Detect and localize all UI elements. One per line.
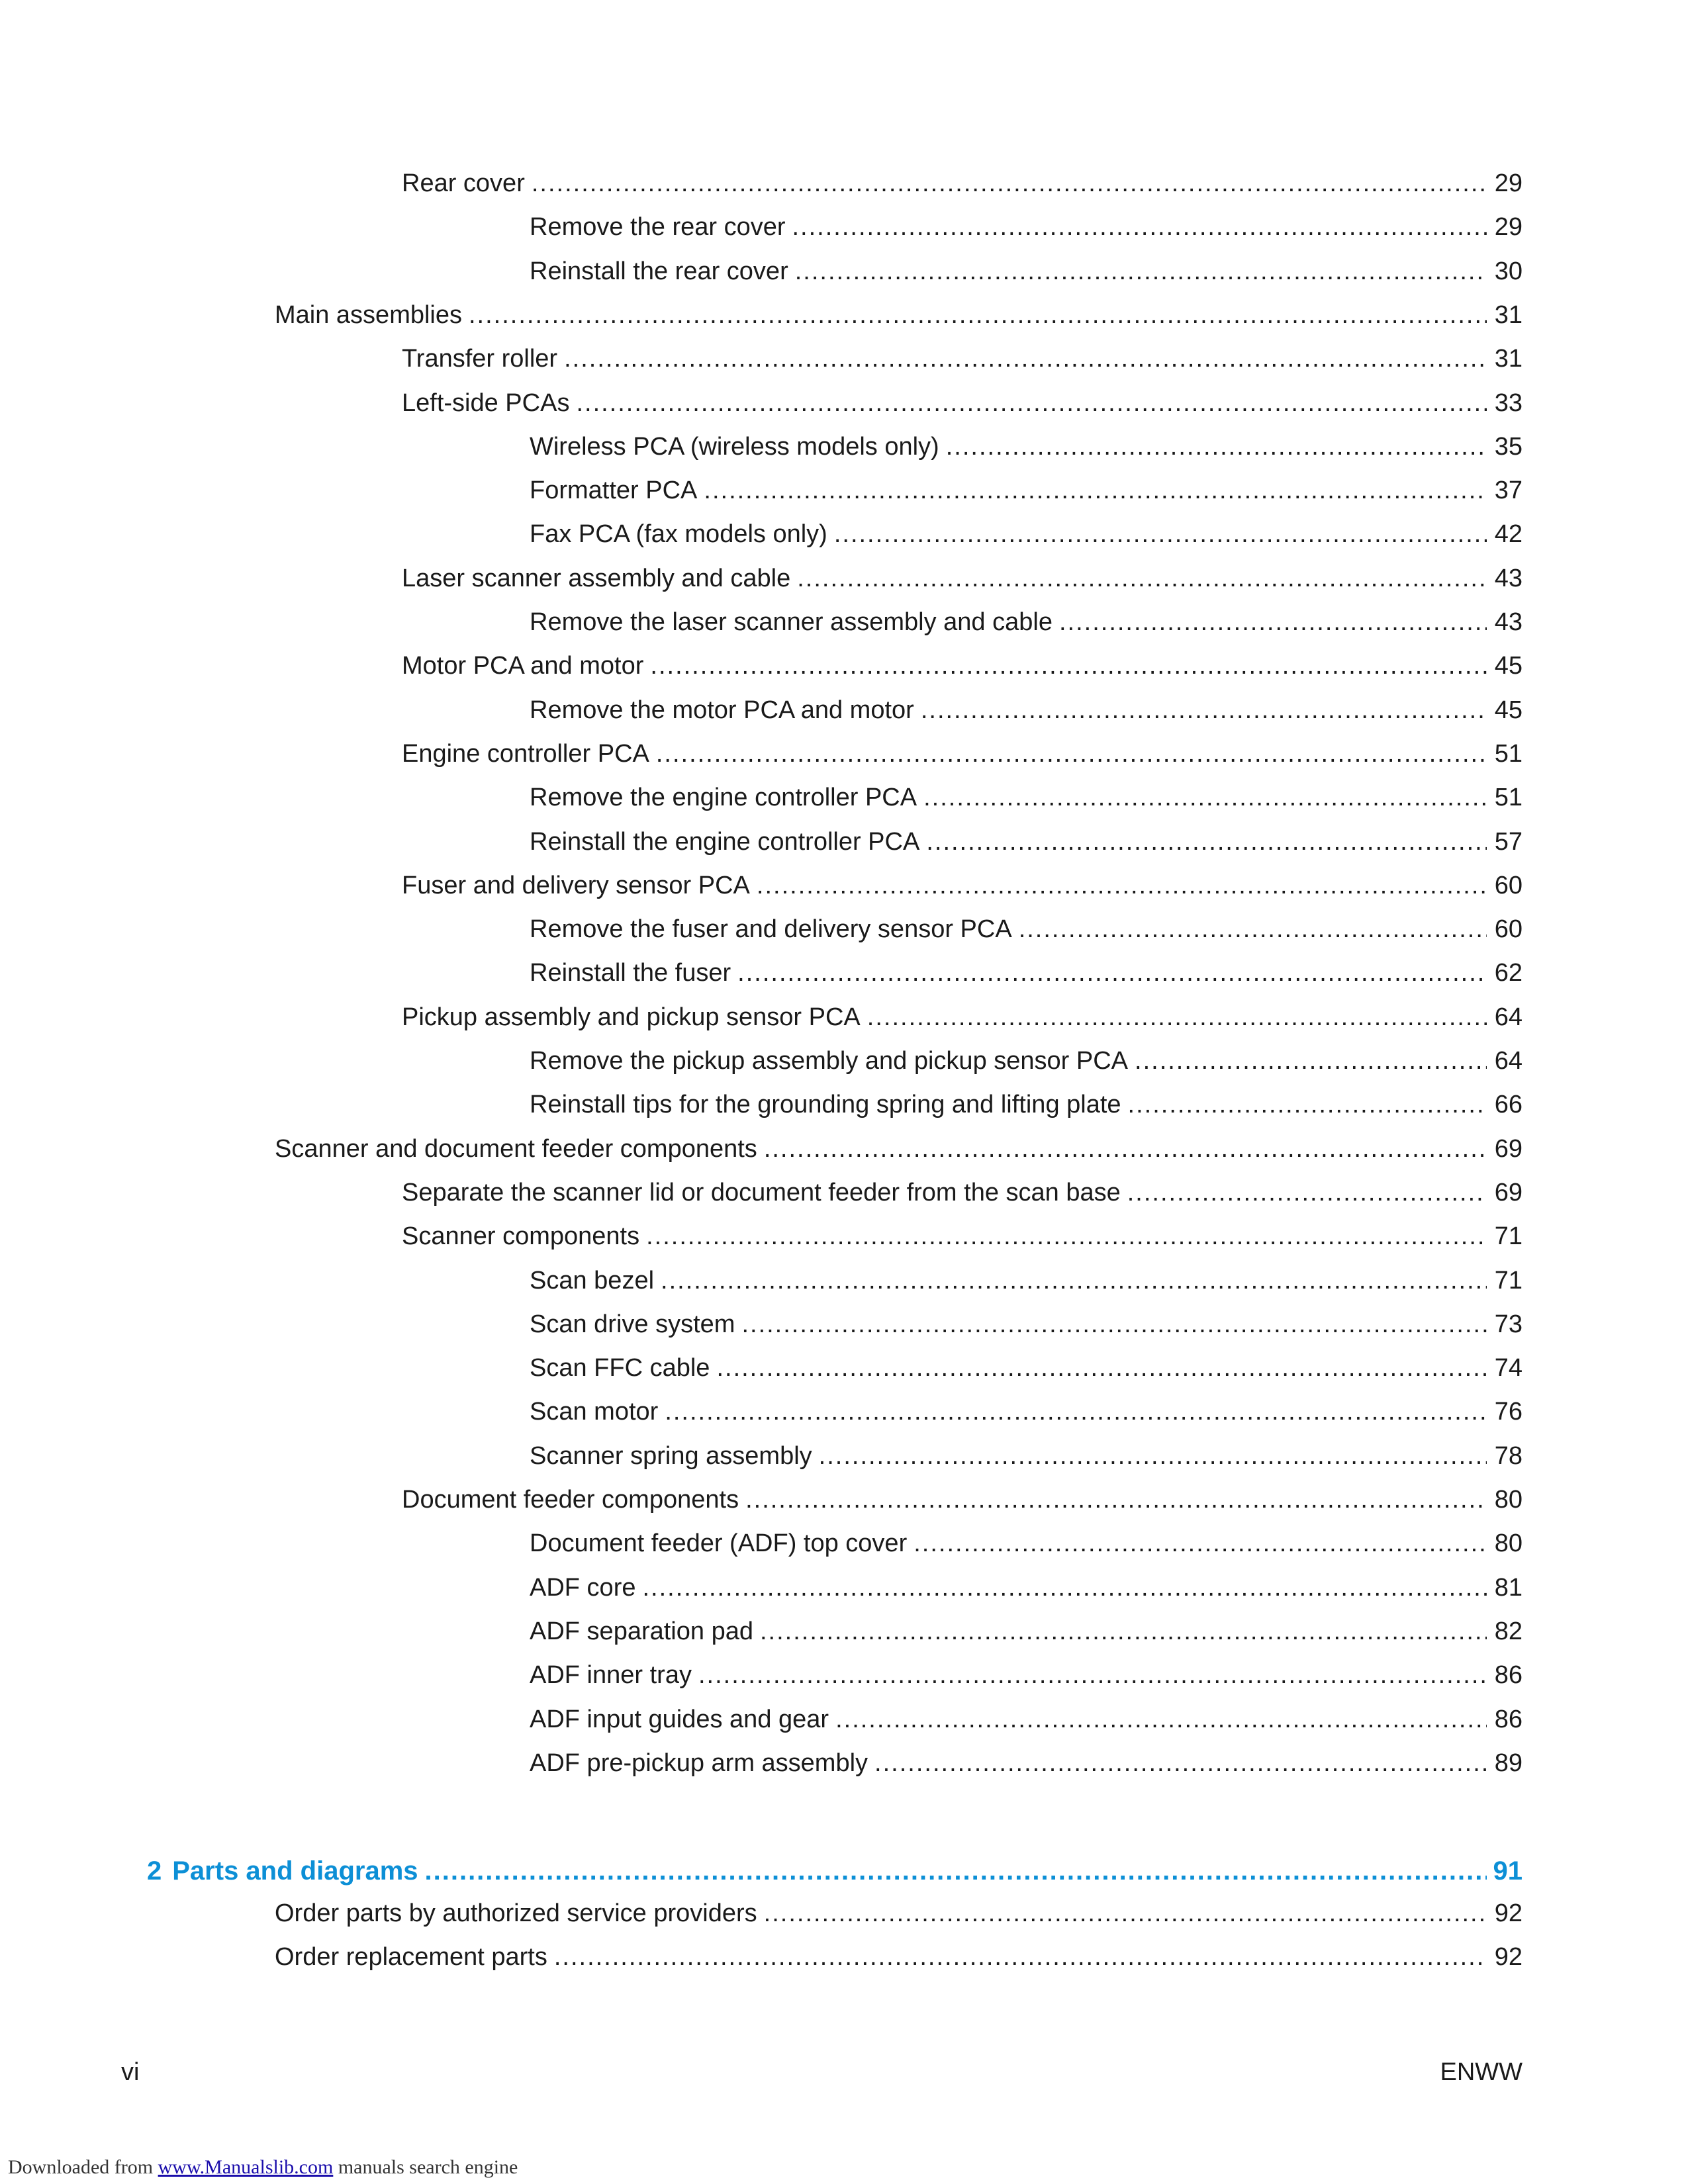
toc-entry[interactable] [530,255,1523,288]
toc-entry-title: Remove the pickup assembly and pickup sensor PCA [530,1047,1129,1075]
toc-entry[interactable] [530,913,1523,946]
dot-leader [1059,606,1487,639]
toc-entry-title: Scanner and document feeder components [275,1135,757,1163]
manualslib-link[interactable]: www.Manualslib.com [158,2156,334,2178]
toc-entry[interactable] [275,1940,1523,1974]
download-suffix: manuals search engine [338,2156,518,2178]
toc-entry-title: ADF core [530,1574,636,1602]
chapter-title: Parts and diagrams [172,1856,418,1886]
toc-entry[interactable] [530,781,1523,814]
toc-entry-page: 64 [1494,1003,1523,1031]
toc-entry-page: 71 [1494,1267,1523,1295]
toc-entry-page: 86 [1494,1661,1523,1689]
dot-leader [1135,1044,1487,1077]
toc-entry-title: Separate the scanner lid or document feeder from the scan base [402,1179,1121,1206]
toc-entry[interactable] [402,649,1523,682]
toc-entry-page: 60 [1494,872,1523,899]
toc-entry-page: 89 [1494,1749,1523,1777]
toc-entry-page: 43 [1494,608,1523,636]
download-prefix: Downloaded from [8,2156,154,2178]
toc-entry-page: 80 [1494,1486,1523,1514]
toc-entry-page: 92 [1494,1899,1523,1927]
toc-entry-title: Scan drive system [530,1310,735,1338]
toc-entry-title: Remove the rear cover [530,213,786,241]
toc-entry-title: Motor PCA and motor [402,652,644,680]
toc-entry-title: Pickup assembly and pickup sensor PCA [402,1003,861,1031]
toc-entry-page: 51 [1494,784,1523,811]
toc-entry-title: ADF separation pad [530,1617,753,1645]
dot-leader [716,1351,1487,1385]
toc-entry-title: Left-side PCAs [402,389,570,417]
toc-entry-page: 35 [1494,433,1523,461]
toc-entry-title: ADF input guides and gear [530,1706,829,1733]
chapter-page: 91 [1493,1856,1523,1886]
toc-entry-page: 76 [1494,1398,1523,1426]
dot-leader [650,649,1487,682]
toc-entry[interactable] [402,387,1523,420]
toc-entry-title: Transfer roller [402,345,558,373]
toc-entry-page: 69 [1494,1135,1523,1163]
toc-entry[interactable] [402,562,1523,595]
toc-entry-title: ADF inner tray [530,1661,692,1689]
toc-entry-page: 31 [1494,345,1523,373]
page-number: vi [121,2058,140,2086]
toc-entry-title: Reinstall the rear cover [530,257,788,285]
toc-entry[interactable] [530,1044,1523,1077]
toc-entry-page: 33 [1494,389,1523,417]
toc-entry-title: Scanner components [402,1222,640,1250]
dot-leader [661,1264,1487,1297]
toc-entry-title: Fuser and delivery sensor PCA [402,872,750,899]
toc-entry-title: Scan motor [530,1398,659,1426]
toc-entry-page: 45 [1494,652,1523,680]
toc-entry[interactable] [530,1264,1523,1297]
toc-entry[interactable] [530,210,1523,244]
toc-entry-page: 29 [1494,213,1523,241]
dot-leader [764,1897,1487,1930]
toc-entry[interactable] [275,1132,1523,1165]
dot-leader [665,1395,1487,1428]
toc-entry-page: 64 [1494,1047,1523,1075]
toc-entry-page: 62 [1494,959,1523,987]
dot-leader [642,1571,1487,1604]
dot-leader [656,737,1487,770]
dot-leader [576,387,1487,420]
dot-leader [564,342,1487,375]
toc-entry-title: Document feeder components [402,1486,739,1514]
dot-leader [867,1001,1487,1034]
toc-entry[interactable] [530,474,1523,507]
toc-entry[interactable] [530,1308,1523,1341]
toc-entry-title: Rear cover [402,169,525,197]
toc-entry[interactable] [275,298,1523,332]
toc-entry-title: Scan FFC cable [530,1354,710,1382]
dot-leader [946,430,1487,463]
toc-entry-page: 81 [1494,1574,1523,1602]
toc-entry-title: Engine controller PCA [402,740,649,768]
toc-entry[interactable] [402,342,1523,375]
toc-entry-page: 42 [1494,520,1523,548]
toc-entry-page: 86 [1494,1706,1523,1733]
toc-entry[interactable] [530,1351,1523,1385]
toc-entry[interactable] [530,825,1523,858]
toc-entry[interactable] [530,1527,1523,1560]
toc-entry-title: Reinstall the engine controller PCA [530,828,920,856]
toc-entry[interactable] [530,430,1523,463]
dot-leader [926,825,1487,858]
toc-entry-page: 60 [1494,915,1523,943]
dot-leader [921,694,1487,727]
download-notice [8,2156,518,2179]
toc-entry[interactable] [530,1439,1523,1473]
toc-entry-page: 92 [1494,1943,1523,1971]
toc-entry[interactable] [530,956,1523,989]
toc-entry-title: Scanner spring assembly [530,1442,812,1470]
dot-leader [704,474,1487,507]
toc-entry[interactable] [402,1176,1523,1209]
dot-leader [760,1615,1487,1648]
toc-entry[interactable] [530,1395,1523,1428]
toc-entry-title: Remove the fuser and delivery sensor PCA [530,915,1012,943]
toc-entry-title: Scan bezel [530,1267,655,1295]
toc-entry-title: Reinstall tips for the grounding spring and lifting plate [530,1091,1121,1118]
toc-entry-page: 80 [1494,1529,1523,1557]
dot-leader [764,1132,1487,1165]
toc-entry[interactable] [402,167,1523,200]
toc-entry-title: ADF pre-pickup arm assembly [530,1749,868,1777]
dot-leader [923,781,1487,814]
toc-entry-title: Fax PCA (fax models only) [530,520,827,548]
toc-entry-title: Order replacement parts [275,1943,547,1971]
toc-entry-page: 37 [1494,477,1523,504]
toc-entry[interactable] [530,1659,1523,1692]
toc-entry[interactable] [530,518,1523,551]
dot-leader [698,1659,1487,1692]
toc-entry-page: 30 [1494,257,1523,285]
toc-entry-title: Reinstall the fuser [530,959,731,987]
dot-leader [835,1703,1487,1736]
toc-entry-page: 73 [1494,1310,1523,1338]
dot-leader [757,869,1487,902]
toc-entry-page: 51 [1494,740,1523,768]
chapter-number: 2 [147,1856,162,1886]
toc-entry-title: Order parts by authorized service providers [275,1899,757,1927]
toc-entry-page: 69 [1494,1179,1523,1206]
toc-entry[interactable] [530,1747,1523,1780]
toc-entry-page: 57 [1494,828,1523,856]
dot-leader [741,1308,1487,1341]
dot-leader [797,562,1487,595]
toc-entry-page: 66 [1494,1091,1523,1118]
dot-leader [737,956,1487,989]
dot-leader [834,518,1487,551]
toc-entry-page: 43 [1494,565,1523,592]
dot-leader [792,210,1487,244]
toc-entry-title: Remove the motor PCA and motor [530,696,914,724]
toc-entry-title: Wireless PCA (wireless models only) [530,433,939,461]
dot-leader [745,1483,1487,1516]
toc-entry-title: Formatter PCA [530,477,698,504]
toc-entry-page: 29 [1494,169,1523,197]
toc-entry[interactable] [402,1220,1523,1253]
toc-entry-title: Laser scanner assembly and cable [402,565,791,592]
toc-entry[interactable] [402,1001,1523,1034]
dot-leader [1128,1088,1487,1121]
dot-leader [874,1747,1487,1780]
toc-entry-title: Main assemblies [275,301,462,329]
dot-leader [532,167,1487,200]
toc-entry-page: 45 [1494,696,1523,724]
toc-entry-page: 71 [1494,1222,1523,1250]
toc-entry[interactable] [402,1483,1523,1516]
footer-label: ENWW [1440,2058,1523,2086]
toc-entry[interactable] [402,737,1523,770]
toc-entry[interactable] [530,606,1523,639]
dot-leader [795,255,1487,288]
dot-leader [554,1940,1487,1974]
toc-entry[interactable] [402,869,1523,902]
dot-leader [819,1439,1487,1473]
chapter-heading[interactable] [147,1853,1523,1889]
toc-entry[interactable] [530,1703,1523,1736]
dot-leader [1127,1176,1487,1209]
toc-entry-title: Document feeder (ADF) top cover [530,1529,908,1557]
dot-leader [425,1853,1487,1889]
toc-entry[interactable] [530,1615,1523,1648]
toc-entry-page: 31 [1494,301,1523,329]
toc-entry-page: 82 [1494,1617,1523,1645]
toc-entry-page: 74 [1494,1354,1523,1382]
dot-leader [1019,913,1487,946]
dot-leader [469,298,1487,332]
toc-entry-title: Remove the engine controller PCA [530,784,917,811]
toc-entry-title: Remove the laser scanner assembly and cable [530,608,1053,636]
dot-leader [646,1220,1487,1253]
dot-leader [914,1527,1487,1560]
toc-entry-page: 78 [1494,1442,1523,1470]
toc-entry[interactable] [275,1897,1523,1930]
toc-entry[interactable] [530,1088,1523,1121]
toc-entry[interactable] [530,1571,1523,1604]
toc-entry[interactable] [530,694,1523,727]
